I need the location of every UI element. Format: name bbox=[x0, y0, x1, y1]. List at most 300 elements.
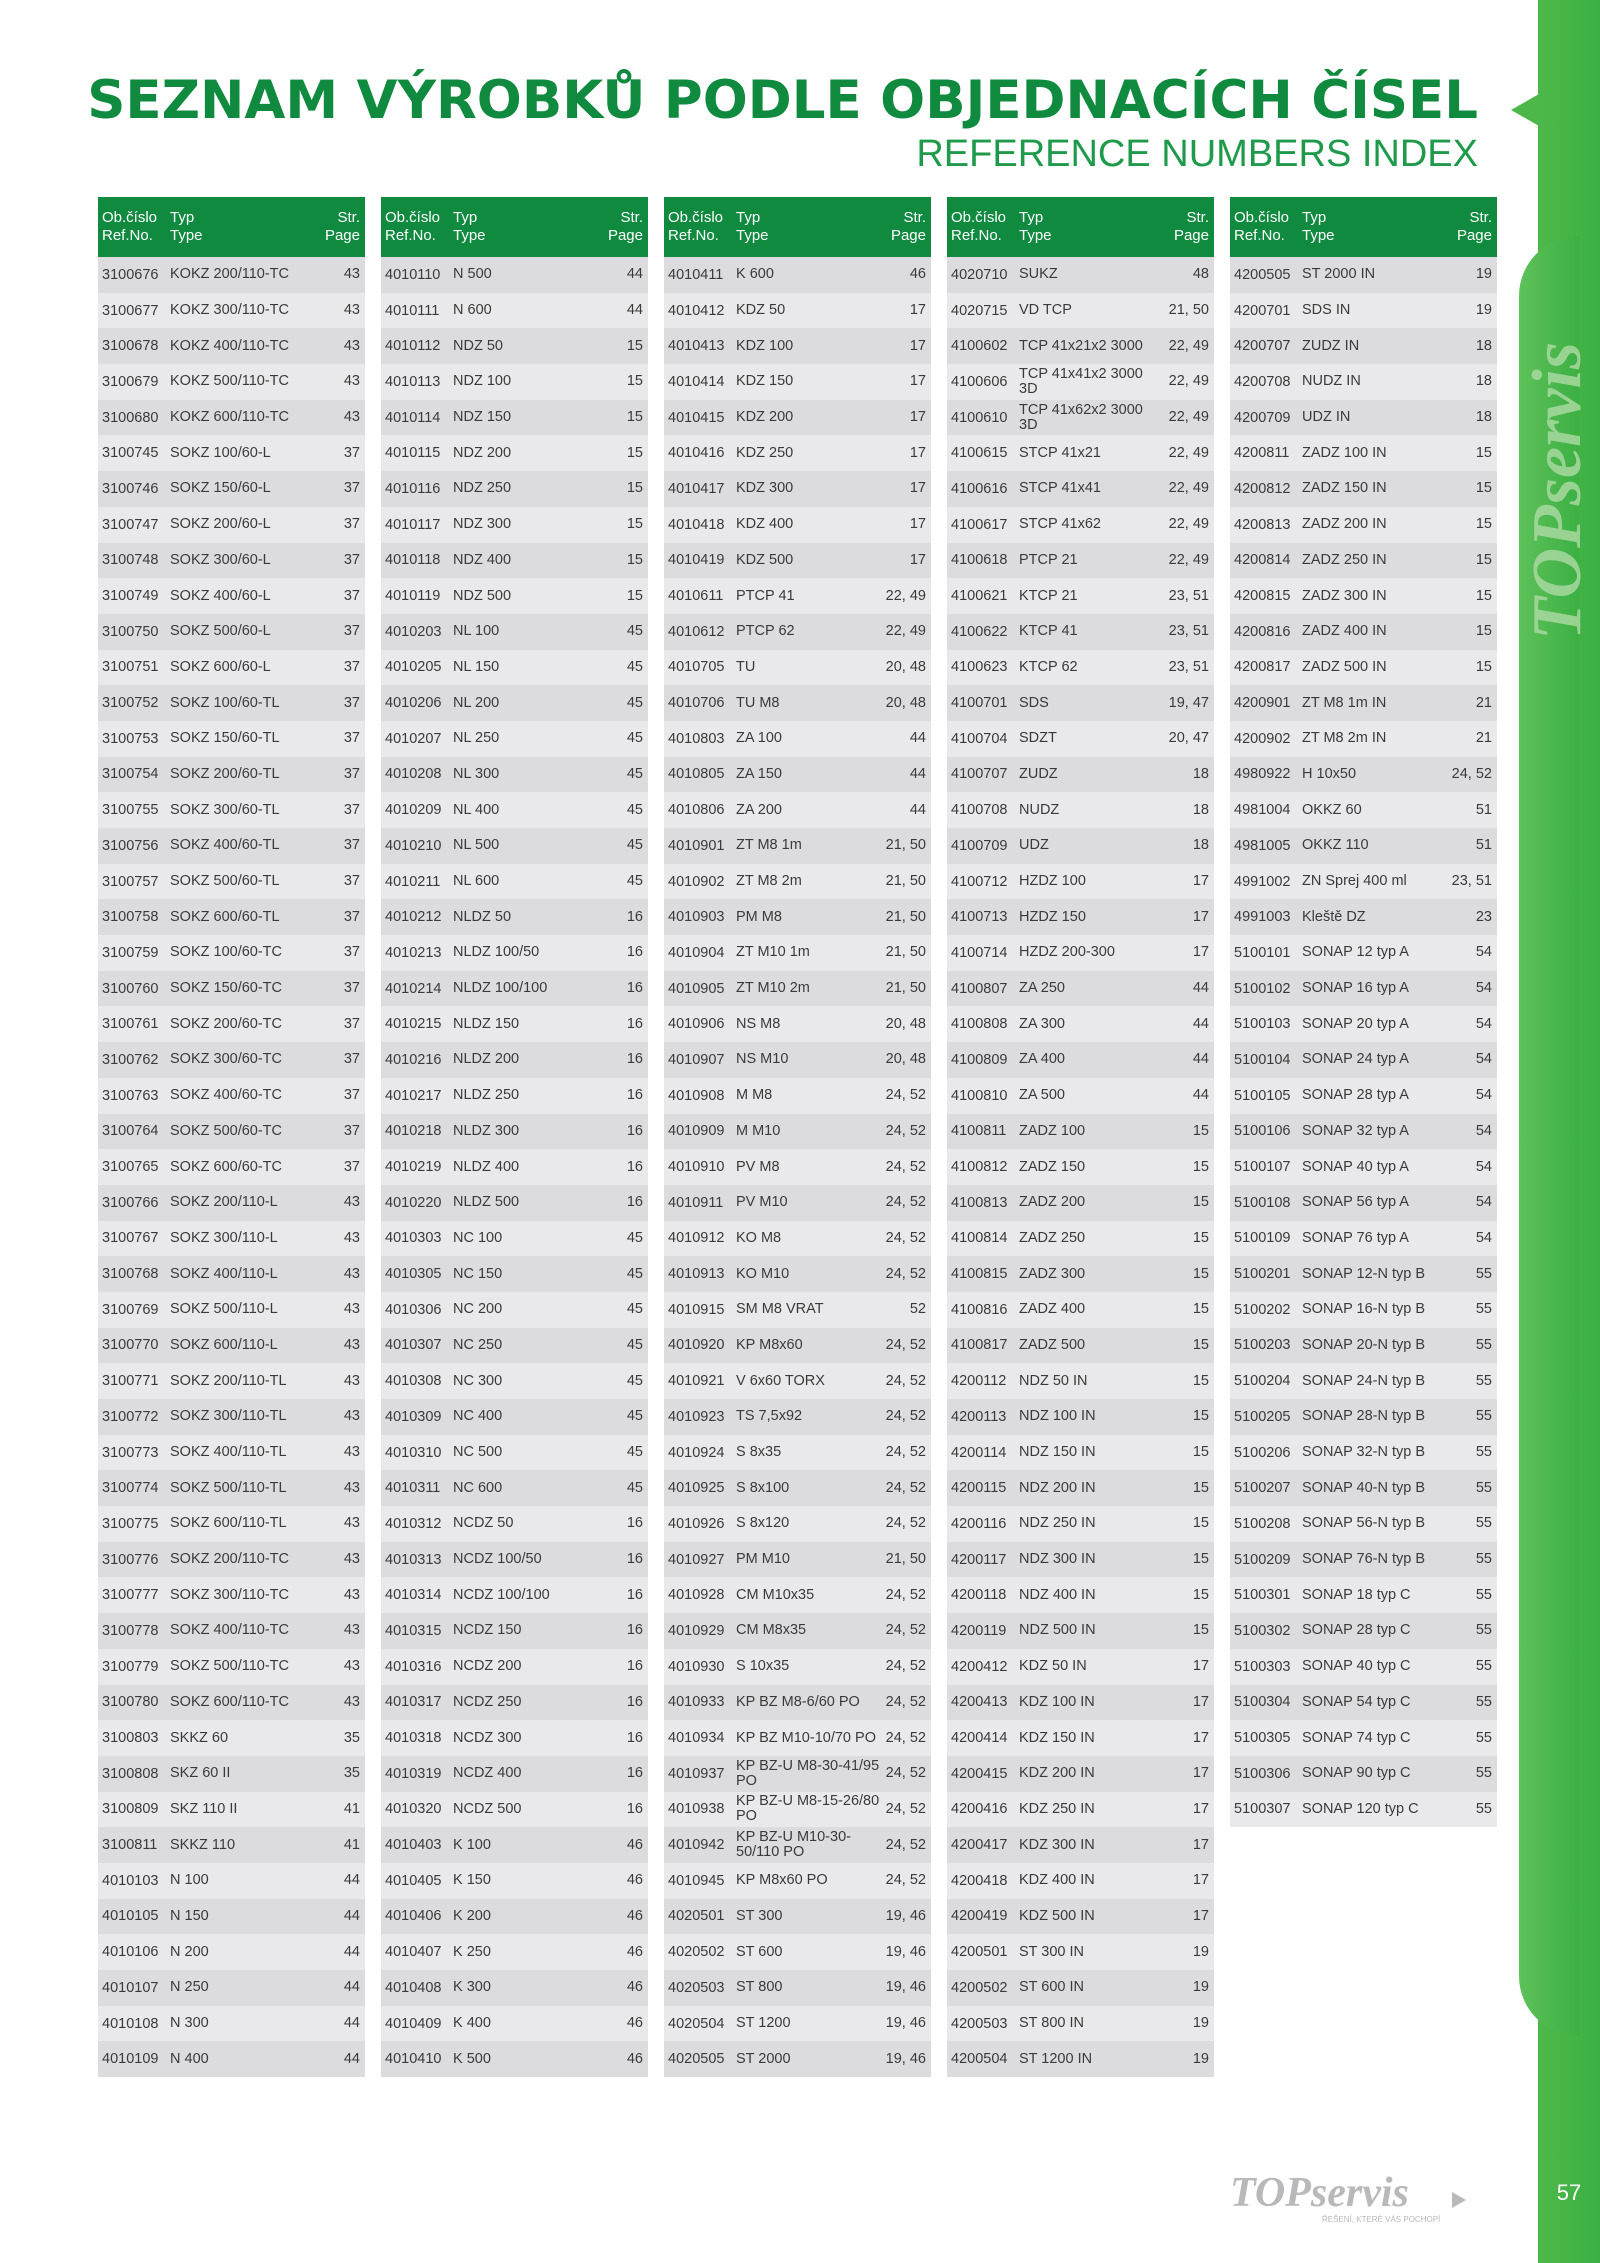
type-cell: ZN Sprej 400 ml bbox=[1302, 874, 1407, 890]
page-cell: 20, 48 bbox=[885, 1051, 926, 1068]
table-row bbox=[947, 293, 1214, 329]
ref-cell: 4200414 bbox=[951, 1730, 1008, 1747]
ref-cell: 3100764 bbox=[102, 1123, 159, 1140]
page-cell: 24, 52 bbox=[885, 1479, 926, 1496]
table-row bbox=[947, 792, 1214, 828]
type-cell: NC 500 bbox=[453, 1445, 503, 1461]
type-cell: ZA 250 bbox=[1019, 981, 1065, 997]
column-body bbox=[98, 257, 365, 2077]
type-cell: TU M8 bbox=[736, 695, 780, 711]
type-cell: SOKZ 600/60-TC bbox=[170, 1159, 283, 1175]
ref-cell: 3100761 bbox=[102, 1016, 159, 1033]
page-cell: 55 bbox=[1475, 1622, 1492, 1639]
type-cell: TCP 41x62x2 3000 3D bbox=[1019, 402, 1143, 433]
page-cell: 43 bbox=[343, 1372, 360, 1389]
type-cell: HZDZ 200-300 bbox=[1019, 945, 1115, 961]
type-cell: SOKZ 600/110-L bbox=[170, 1337, 278, 1353]
type-cell: HZDZ 100 bbox=[1019, 874, 1086, 890]
type-cell: ZT M10 1m bbox=[736, 945, 810, 961]
ref-cell: 4010116 bbox=[385, 480, 441, 497]
table-row bbox=[98, 614, 365, 650]
page-cell: 46 bbox=[626, 1836, 643, 1853]
page-cell: 37 bbox=[343, 944, 360, 961]
ref-cell: 3100748 bbox=[102, 552, 159, 569]
header-type-en: Type bbox=[453, 227, 486, 244]
ref-cell: 5100306 bbox=[1234, 1765, 1291, 1782]
header-page-en: Page bbox=[607, 227, 643, 244]
type-cell: ST 1200 bbox=[736, 2016, 791, 2032]
ref-cell: 4010933 bbox=[668, 1694, 725, 1711]
ref-cell: 4100707 bbox=[951, 766, 1008, 783]
page-cell: 20, 48 bbox=[885, 1015, 926, 1032]
page-cell: 21, 50 bbox=[885, 908, 926, 925]
table-row bbox=[947, 1863, 1214, 1899]
page-cell: 43 bbox=[343, 1194, 360, 1211]
ref-cell: 4200412 bbox=[951, 1658, 1008, 1675]
ref-cell: 4010406 bbox=[385, 1908, 442, 1925]
table-row bbox=[1230, 1149, 1497, 1185]
page-cell: 19, 47 bbox=[1168, 694, 1209, 711]
page-cell: 17 bbox=[1192, 1872, 1209, 1889]
page-cell: 19 bbox=[1192, 2015, 1209, 2032]
footer-logo-text: TOPservis bbox=[1230, 2170, 1409, 2216]
ref-cell: 4010307 bbox=[385, 1337, 442, 1354]
table-row bbox=[381, 935, 648, 971]
page-cell: 16 bbox=[626, 1515, 643, 1532]
table-row bbox=[947, 1470, 1214, 1506]
type-cell: ZADZ 250 IN bbox=[1302, 552, 1387, 568]
table-row bbox=[98, 757, 365, 793]
type-cell: ZA 200 bbox=[736, 802, 782, 818]
type-cell: NDZ 250 IN bbox=[1019, 1516, 1096, 1532]
ref-cell: 3100780 bbox=[102, 1694, 159, 1711]
page-cell: 24, 52 bbox=[885, 1729, 926, 1746]
type-cell: SOKZ 300/110-TL bbox=[170, 1409, 287, 1425]
page-cell: 54 bbox=[1475, 1229, 1492, 1246]
type-cell: NDZ 300 IN bbox=[1019, 1552, 1096, 1568]
table-row bbox=[98, 1934, 365, 1970]
ref-cell: 5100301 bbox=[1234, 1587, 1291, 1604]
ref-cell: 4010315 bbox=[385, 1622, 442, 1639]
ref-cell: 4991002 bbox=[1234, 873, 1291, 890]
table-row bbox=[98, 1328, 365, 1364]
type-cell: ZT M8 1m bbox=[736, 838, 802, 854]
ref-cell: 4010407 bbox=[385, 1944, 442, 1961]
page-cell: 19 bbox=[1475, 266, 1492, 283]
page-cell: 15 bbox=[626, 373, 643, 390]
table-row bbox=[947, 435, 1214, 471]
table-row bbox=[947, 578, 1214, 614]
type-cell: N 500 bbox=[453, 267, 492, 283]
table-row bbox=[98, 650, 365, 686]
type-cell: OKKZ 60 bbox=[1302, 802, 1362, 818]
type-cell: SONAP 24 typ A bbox=[1302, 1052, 1409, 1068]
type-cell: SOKZ 600/60-L bbox=[170, 659, 271, 675]
table-row bbox=[98, 328, 365, 364]
type-cell: KTCP 21 bbox=[1019, 588, 1078, 604]
page-cell: 16 bbox=[626, 1194, 643, 1211]
header-ref bbox=[98, 209, 170, 245]
header-page-en: Page bbox=[1173, 227, 1209, 244]
type-cell: NDZ 50 bbox=[453, 338, 503, 354]
page-cell: 21 bbox=[1475, 730, 1492, 747]
table-row bbox=[98, 400, 365, 436]
side-logo bbox=[1468, 300, 1600, 660]
type-cell: K 400 bbox=[453, 2016, 491, 2032]
table-row bbox=[98, 471, 365, 507]
table-row bbox=[947, 614, 1214, 650]
page-cell: 43 bbox=[343, 1229, 360, 1246]
page-cell: 17 bbox=[909, 409, 926, 426]
ref-cell: 4200815 bbox=[1234, 588, 1291, 605]
type-cell: ZADZ 500 bbox=[1019, 1337, 1086, 1353]
table-row bbox=[947, 328, 1214, 364]
page-cell: 18 bbox=[1192, 801, 1209, 818]
ref-cell: 4010117 bbox=[385, 516, 441, 533]
table-row bbox=[947, 1042, 1214, 1078]
page-cell: 45 bbox=[626, 1229, 643, 1246]
table-row bbox=[381, 328, 648, 364]
table-row bbox=[664, 1042, 931, 1078]
ref-cell: 4020715 bbox=[951, 302, 1008, 319]
page-cell: 54 bbox=[1475, 1158, 1492, 1175]
page-cell: 37 bbox=[343, 908, 360, 925]
type-cell: ZADZ 150 IN bbox=[1302, 481, 1387, 497]
table-row bbox=[1230, 364, 1497, 400]
page-cell: 44 bbox=[1192, 1087, 1209, 1104]
ref-cell: 4010906 bbox=[668, 1016, 725, 1033]
ref-cell: 3100677 bbox=[102, 302, 159, 319]
type-cell: K 600 bbox=[736, 267, 774, 283]
table-row bbox=[381, 435, 648, 471]
page-cell: 19 bbox=[1475, 302, 1492, 319]
header-type-cz: Typ bbox=[453, 209, 478, 226]
type-cell: ZA 300 bbox=[1019, 1016, 1065, 1032]
type-cell: NLDZ 500 bbox=[453, 1195, 520, 1211]
type-cell: SONAP 32-N typ B bbox=[1302, 1445, 1426, 1461]
table-row bbox=[664, 1470, 931, 1506]
type-cell: KDZ 400 IN bbox=[1019, 1873, 1095, 1889]
header-ref-cz: Ob.číslo bbox=[668, 209, 724, 226]
type-cell: N 100 bbox=[170, 1873, 209, 1889]
page-cell: 55 bbox=[1475, 1515, 1492, 1532]
ref-cell: 4010901 bbox=[668, 837, 725, 854]
ref-cell: 4100616 bbox=[951, 480, 1008, 497]
page-cell: 15 bbox=[626, 587, 643, 604]
page-cell: 15 bbox=[626, 551, 643, 568]
type-cell: ST 800 bbox=[736, 1980, 783, 1996]
header-ref-en: Ref.No. bbox=[668, 227, 719, 244]
table-row bbox=[98, 828, 365, 864]
table-row bbox=[947, 543, 1214, 579]
ref-cell: 4010904 bbox=[668, 944, 725, 961]
header-ref-cz: Ob.číslo bbox=[385, 209, 441, 226]
ref-cell: 4010907 bbox=[668, 1051, 725, 1068]
type-cell: S 8x35 bbox=[736, 1445, 782, 1461]
type-cell: NLDZ 300 bbox=[453, 1123, 520, 1139]
header-page-en: Page bbox=[890, 227, 926, 244]
column-header bbox=[664, 197, 931, 257]
header-type-en: Type bbox=[1019, 227, 1052, 244]
table-row bbox=[664, 1399, 931, 1435]
ref-cell: 3100759 bbox=[102, 944, 159, 961]
ref-cell: 4010921 bbox=[668, 1373, 725, 1390]
type-cell: KDZ 100 IN bbox=[1019, 1694, 1095, 1710]
page-cell: 19 bbox=[1192, 2050, 1209, 2067]
type-cell: SONAP 16-N typ B bbox=[1302, 1302, 1426, 1318]
page-cell: 46 bbox=[626, 1907, 643, 1924]
header-type-cz: Typ bbox=[736, 209, 761, 226]
page-cell: 43 bbox=[343, 1408, 360, 1425]
ref-cell: 4100708 bbox=[951, 802, 1008, 819]
table-row bbox=[381, 971, 648, 1007]
ref-cell: 4200708 bbox=[1234, 373, 1291, 390]
page-cell: 16 bbox=[626, 908, 643, 925]
type-cell: KDZ 500 IN bbox=[1019, 1908, 1095, 1924]
ref-cell: 4010945 bbox=[668, 1872, 725, 1889]
ref-cell: 4010915 bbox=[668, 1301, 725, 1318]
ref-cell: 4200504 bbox=[951, 2051, 1008, 2068]
ref-cell: 4100809 bbox=[951, 1051, 1008, 1068]
table-row bbox=[381, 1470, 648, 1506]
table-row bbox=[664, 828, 931, 864]
table-row bbox=[1230, 1328, 1497, 1364]
table-row bbox=[664, 614, 931, 650]
type-cell: ZA 100 bbox=[736, 731, 782, 747]
page-cell: 24, 52 bbox=[885, 1158, 926, 1175]
ref-cell: 4100810 bbox=[951, 1087, 1008, 1104]
type-cell: SOKZ 500/60-L bbox=[170, 624, 271, 640]
page-cell: 23, 51 bbox=[1451, 873, 1492, 890]
footer-tagline: ŘEŠENÍ, KTERÉ VÁS POCHOPÍ bbox=[1322, 2215, 1441, 2224]
table-row bbox=[664, 257, 931, 293]
table-row bbox=[1230, 614, 1497, 650]
ref-cell: 4200812 bbox=[1234, 480, 1291, 497]
table-row bbox=[381, 507, 648, 543]
type-cell: S 10x35 bbox=[736, 1659, 790, 1675]
page-cell: 44 bbox=[909, 730, 926, 747]
page-cell: 51 bbox=[1475, 837, 1492, 854]
ref-cell: 5100307 bbox=[1234, 1801, 1291, 1818]
page-cell: 24, 52 bbox=[885, 1515, 926, 1532]
ref-cell: 4010413 bbox=[668, 338, 725, 355]
table-row bbox=[947, 721, 1214, 757]
table-row bbox=[98, 1613, 365, 1649]
ref-cell: 4200115 bbox=[951, 1480, 1007, 1497]
page-cell: 46 bbox=[626, 2015, 643, 2032]
type-cell: KP M8x60 PO bbox=[736, 1873, 828, 1889]
table-row bbox=[947, 1899, 1214, 1935]
ref-cell: 3100771 bbox=[102, 1373, 159, 1390]
ref-cell: 4980922 bbox=[1234, 766, 1291, 783]
table-row bbox=[1230, 685, 1497, 721]
ref-cell: 3100676 bbox=[102, 266, 159, 283]
ref-cell: 4010903 bbox=[668, 909, 725, 926]
ref-cell: 3100680 bbox=[102, 409, 159, 426]
page-cell: 17 bbox=[909, 516, 926, 533]
ref-cell: 4010803 bbox=[668, 730, 725, 747]
table-row bbox=[1230, 1114, 1497, 1150]
page-cell: 24, 52 bbox=[885, 1372, 926, 1389]
ref-cell: 4010611 bbox=[668, 588, 724, 605]
column-header bbox=[1230, 197, 1497, 257]
table-row bbox=[664, 364, 931, 400]
page-cell: 45 bbox=[626, 1408, 643, 1425]
ref-cell: 5100204 bbox=[1234, 1373, 1291, 1390]
table-row bbox=[664, 685, 931, 721]
table-row bbox=[947, 257, 1214, 293]
page-cell: 15 bbox=[1192, 1158, 1209, 1175]
page-cell: 44 bbox=[1192, 1051, 1209, 1068]
type-cell: CM M8x35 bbox=[736, 1623, 807, 1639]
ref-cell: 4010908 bbox=[668, 1087, 725, 1104]
type-cell: ZADZ 400 bbox=[1019, 1302, 1086, 1318]
type-cell: NDZ 50 IN bbox=[1019, 1373, 1088, 1389]
page-cell: 43 bbox=[343, 1622, 360, 1639]
type-cell: SONAP 20-N typ B bbox=[1302, 1337, 1426, 1353]
table-row bbox=[664, 1328, 931, 1364]
page-cell: 17 bbox=[1192, 908, 1209, 925]
type-cell: SDS bbox=[1019, 695, 1049, 711]
type-cell: NCDZ 100/100 bbox=[453, 1587, 550, 1603]
page-cell: 43 bbox=[343, 1301, 360, 1318]
ref-cell: 4010308 bbox=[385, 1373, 442, 1390]
type-cell: SOKZ 300/60-L bbox=[170, 552, 271, 568]
page-cell: 43 bbox=[343, 409, 360, 426]
page-cell: 23, 51 bbox=[1168, 623, 1209, 640]
table-row bbox=[664, 1185, 931, 1221]
table-row bbox=[664, 1649, 931, 1685]
type-cell: SONAP 120 typ C bbox=[1302, 1801, 1419, 1817]
table-row bbox=[1230, 1256, 1497, 1292]
type-cell: N 400 bbox=[170, 2051, 209, 2067]
ref-cell: 4010930 bbox=[668, 1658, 725, 1675]
type-cell: NLDZ 150 bbox=[453, 1016, 520, 1032]
ref-cell: 4200707 bbox=[1234, 338, 1291, 355]
ref-cell: 3100745 bbox=[102, 445, 159, 462]
page-cell: 15 bbox=[1192, 1122, 1209, 1139]
ref-cell: 4100701 bbox=[951, 695, 1008, 712]
page-cell: 15 bbox=[1475, 551, 1492, 568]
table-row bbox=[1230, 828, 1497, 864]
ref-cell: 4010112 bbox=[385, 338, 441, 355]
type-cell: PV M8 bbox=[736, 1159, 780, 1175]
page-cell: 15 bbox=[1192, 1301, 1209, 1318]
page-cell: 37 bbox=[343, 765, 360, 782]
type-cell: NL 100 bbox=[453, 624, 500, 640]
page-cell: 43 bbox=[343, 1515, 360, 1532]
type-cell: SOKZ 600/60-TL bbox=[170, 909, 280, 925]
page-cell: 16 bbox=[626, 944, 643, 961]
type-cell: ZADZ 100 IN bbox=[1302, 445, 1387, 461]
page-cell: 17 bbox=[1192, 1800, 1209, 1817]
table-row bbox=[98, 1470, 365, 1506]
header-page bbox=[1450, 209, 1497, 245]
ref-cell: 4010905 bbox=[668, 980, 725, 997]
ref-cell: 4991003 bbox=[1234, 909, 1291, 926]
type-cell: SONAP 76-N typ B bbox=[1302, 1552, 1426, 1568]
ref-cell: 5100202 bbox=[1234, 1301, 1291, 1318]
type-cell: NDZ 500 IN bbox=[1019, 1623, 1096, 1639]
table-row bbox=[98, 1649, 365, 1685]
table-row bbox=[381, 1542, 648, 1578]
ref-cell: 4010924 bbox=[668, 1444, 725, 1461]
ref-cell: 4100602 bbox=[951, 338, 1008, 355]
table-row bbox=[664, 1827, 931, 1863]
page-cell: 20, 48 bbox=[885, 694, 926, 711]
table-row bbox=[98, 1863, 365, 1899]
table-row bbox=[1230, 1185, 1497, 1221]
ref-cell: 3100753 bbox=[102, 730, 159, 747]
page-cell: 16 bbox=[626, 1765, 643, 1782]
ref-cell: 4010320 bbox=[385, 1801, 442, 1818]
type-cell: KOKZ 600/110-TC bbox=[170, 410, 290, 426]
ref-cell: 4010115 bbox=[385, 445, 441, 462]
type-cell: NDZ 150 bbox=[453, 410, 512, 426]
table-row bbox=[947, 1149, 1214, 1185]
page-cell: 55 bbox=[1475, 1372, 1492, 1389]
page-cell: 15 bbox=[1475, 480, 1492, 497]
table-row bbox=[664, 721, 931, 757]
ref-cell: 4200814 bbox=[1234, 552, 1291, 569]
type-cell: NCDZ 150 bbox=[453, 1623, 522, 1639]
table-row bbox=[98, 507, 365, 543]
ref-cell: 4020502 bbox=[668, 1944, 725, 1961]
ref-cell: 4010119 bbox=[385, 588, 441, 605]
page-cell: 15 bbox=[626, 480, 643, 497]
type-cell: ZT M8 2m bbox=[736, 874, 802, 890]
ref-cell: 4010107 bbox=[102, 1979, 159, 1996]
page-cell: 45 bbox=[626, 658, 643, 675]
column-body bbox=[381, 257, 648, 2077]
type-cell: PM M10 bbox=[736, 1552, 790, 1568]
page-cell: 45 bbox=[626, 765, 643, 782]
ref-cell: 4200505 bbox=[1234, 266, 1291, 283]
ref-cell: 4200416 bbox=[951, 1801, 1008, 1818]
ref-cell: 4010928 bbox=[668, 1587, 725, 1604]
table-row bbox=[98, 1435, 365, 1471]
page-cell: 37 bbox=[343, 516, 360, 533]
page-cell: 16 bbox=[626, 1693, 643, 1710]
page-cell: 24, 52 bbox=[885, 1444, 926, 1461]
page-cell: 18 bbox=[1475, 337, 1492, 354]
reference-index-table bbox=[98, 197, 1497, 2077]
ref-cell: 4010111 bbox=[385, 302, 440, 319]
table-row bbox=[98, 1899, 365, 1935]
type-cell: ZA 150 bbox=[736, 766, 782, 782]
table-row bbox=[381, 614, 648, 650]
ref-cell: 4020505 bbox=[668, 2051, 725, 2068]
table-row bbox=[1230, 435, 1497, 471]
page-cell: 55 bbox=[1475, 1693, 1492, 1710]
table-row bbox=[1230, 899, 1497, 935]
table-row bbox=[98, 1506, 365, 1542]
table-row bbox=[98, 1399, 365, 1435]
type-cell: ZADZ 150 bbox=[1019, 1159, 1086, 1175]
type-cell: SOKZ 300/60-TL bbox=[170, 802, 280, 818]
table-row bbox=[947, 1328, 1214, 1364]
ref-cell: 4200501 bbox=[951, 1944, 1008, 1961]
table-row bbox=[98, 1756, 365, 1792]
ref-cell: 3100756 bbox=[102, 837, 159, 854]
page-cell: 17 bbox=[1192, 1765, 1209, 1782]
type-cell: SONAP 90 typ C bbox=[1302, 1766, 1411, 1782]
type-cell: SOKZ 400/110-L bbox=[170, 1266, 278, 1282]
table-row bbox=[664, 792, 931, 828]
type-cell: VD TCP bbox=[1019, 303, 1072, 319]
type-cell: K 500 bbox=[453, 2051, 491, 2067]
type-cell: NC 400 bbox=[453, 1409, 503, 1425]
